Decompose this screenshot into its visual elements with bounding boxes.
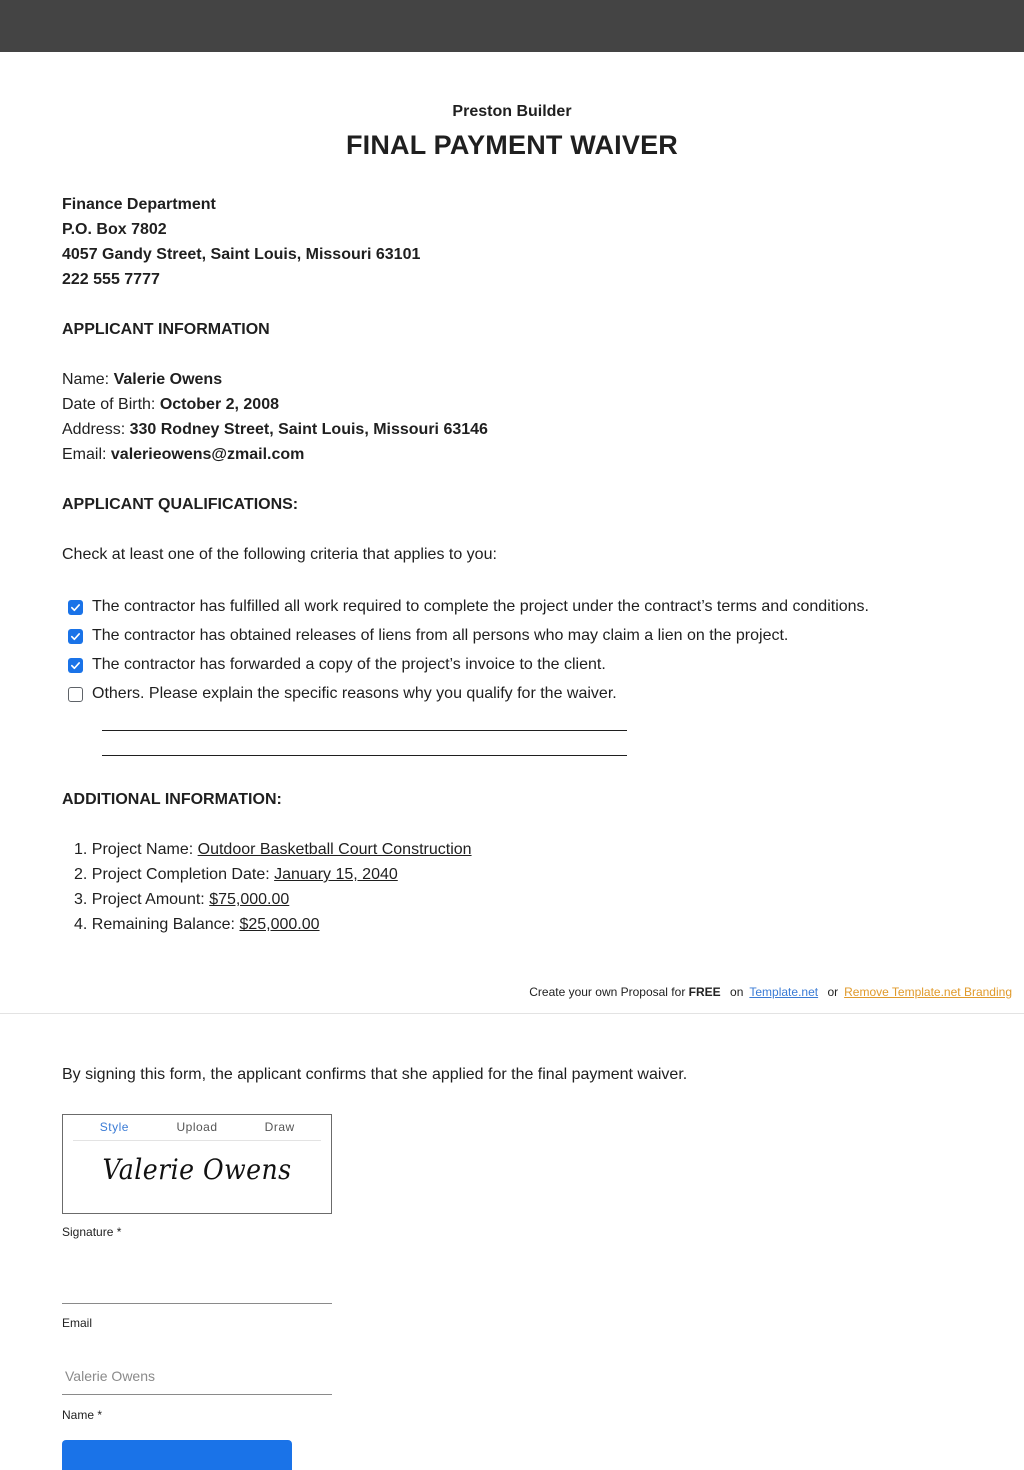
- criteria-label: Others. Please explain the specific reasons why you qualify for the waiver.: [92, 685, 617, 702]
- top-bar: [0, 0, 1024, 52]
- checkmark-icon: [70, 631, 81, 642]
- list-item: [74, 862, 398, 887]
- name-label: Name *: [62, 1408, 103, 1422]
- list-item: [74, 887, 289, 912]
- remaining-balance-value: $25,000.00: [239, 916, 320, 933]
- applicant-name-row: [62, 367, 222, 392]
- applicant-dob-row: [62, 392, 279, 417]
- applicant-address-row: [62, 417, 488, 442]
- tab-upload[interactable]: Upload: [176, 1120, 218, 1134]
- applicant-heading: APPLICANT INFORMATION: [62, 321, 270, 338]
- applicant-email-value: valerieowens@zmail.com: [110, 446, 305, 463]
- criteria-checkbox-2[interactable]: [68, 629, 83, 644]
- section-divider: [0, 1013, 1024, 1014]
- criteria-label: The contractor has fulfilled all work required to complete the project under the contract’s terms and conditions.: [92, 598, 869, 615]
- applicant-dob-label: Date of Birth:: [62, 396, 156, 413]
- criteria-label: The contractor has forwarded a copy of the project’s invoice to the client.: [92, 656, 606, 673]
- applicant-dob-value: October 2, 2008: [159, 396, 279, 413]
- address-line-department: Finance Department: [62, 196, 216, 213]
- list-label: Project Completion Date:: [91, 866, 270, 883]
- email-field[interactable]: [62, 1266, 332, 1304]
- email-label: Email: [62, 1316, 93, 1330]
- applicant-email-label: Email:: [62, 446, 107, 463]
- branding-or: or: [827, 985, 839, 999]
- applicant-name-value: Valerie Owens: [113, 371, 223, 388]
- applicant-email-row: [62, 442, 304, 467]
- qualifications-heading: APPLICANT QUALIFICATIONS:: [62, 496, 299, 513]
- applicant-address-label: Address:: [62, 421, 126, 438]
- branding-on: on: [730, 985, 744, 999]
- list-label: Project Amount:: [91, 891, 205, 908]
- address-line-po-box: P.O. Box 7802: [62, 221, 167, 238]
- project-amount-value: $75,000.00: [209, 891, 290, 908]
- criteria-checkbox-4[interactable]: [68, 687, 83, 702]
- criteria-item: [68, 627, 788, 645]
- checkmark-icon: [70, 602, 81, 613]
- list-number: 3.: [74, 891, 88, 908]
- applicant-address-value: 330 Rodney Street, Saint Louis, Missouri 63146: [129, 421, 488, 438]
- list-item: [74, 912, 320, 937]
- branding-footer: [529, 985, 1012, 999]
- completion-date-value: January 15, 2040: [274, 866, 398, 883]
- explanation-line-1[interactable]: [102, 730, 627, 731]
- tab-style[interactable]: Style: [99, 1120, 129, 1134]
- tab-draw[interactable]: Draw: [264, 1120, 295, 1134]
- branding-prefix: Create your own Proposal for: [529, 985, 686, 999]
- criteria-item: [68, 656, 606, 674]
- signature-preview: Valerie Owens: [102, 1153, 292, 1186]
- signature-tabs: [73, 1115, 321, 1141]
- explanation-line-2[interactable]: [102, 755, 627, 756]
- template-net-link[interactable]: Template.net: [749, 985, 819, 999]
- submit-button[interactable]: [62, 1440, 292, 1470]
- page-title: FINAL PAYMENT WAIVER: [345, 130, 679, 160]
- remove-branding-link[interactable]: Remove Template.net Branding: [844, 985, 1012, 999]
- name-field[interactable]: [62, 1357, 332, 1395]
- address-line-phone: 222 555 7777: [62, 271, 160, 288]
- list-number: 2.: [74, 866, 88, 883]
- company-name: Preston Builder: [452, 103, 572, 120]
- list-label: Remaining Balance:: [91, 916, 235, 933]
- branding-free: FREE: [688, 985, 721, 999]
- criteria-item: [68, 685, 617, 703]
- project-name-value: Outdoor Basketball Court Construction: [197, 841, 472, 858]
- list-label: Project Name:: [91, 841, 194, 858]
- applicant-name-label: Name:: [62, 371, 110, 388]
- list-item: [74, 837, 472, 862]
- qualifications-instruction: Check at least one of the following criteria that applies to you:: [62, 546, 497, 563]
- additional-heading: ADDITIONAL INFORMATION:: [62, 791, 282, 808]
- signature-pad[interactable]: [62, 1114, 332, 1214]
- signing-confirmation: By signing this form, the applicant confirms that she applied for the final payment waiver.: [62, 1066, 688, 1083]
- criteria-label: The contractor has obtained releases of liens from all persons who may claim a lien on the project.: [92, 627, 789, 644]
- list-number: 1.: [74, 841, 88, 858]
- list-number: 4.: [74, 916, 88, 933]
- criteria-checkbox-3[interactable]: [68, 658, 83, 673]
- address-line-street: 4057 Gandy Street, Saint Louis, Missouri 63101: [62, 246, 421, 263]
- criteria-checkbox-1[interactable]: [68, 600, 83, 615]
- checkmark-icon: [70, 660, 81, 671]
- criteria-item: [68, 598, 869, 616]
- signature-label: Signature *: [62, 1225, 122, 1239]
